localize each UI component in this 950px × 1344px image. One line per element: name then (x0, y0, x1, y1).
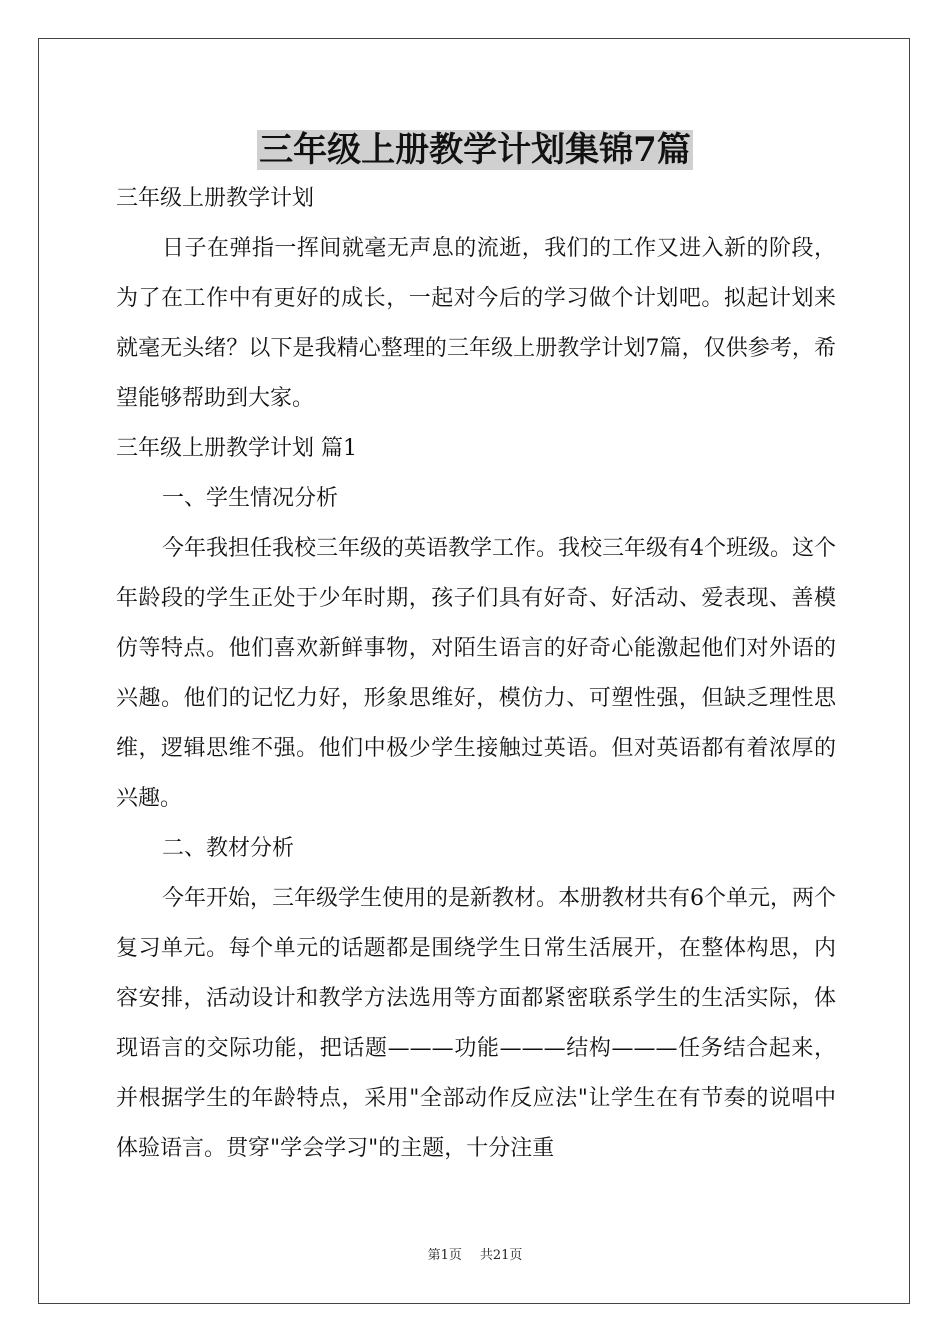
subheading-student-analysis: 一、学生情况分析 (162, 486, 339, 511)
page-number-current: 第1页 (427, 1248, 462, 1263)
student-analysis-paragraph: 今年我担任我校三年级的英语教学工作。我校三年级有4个班级。这个年龄段的学生正处于少年时期，孩子们具有好奇、好活动、爱表现、善模仿等特点。他们喜欢新鲜事物，对陌生语言的好奇心能激起他们对外语的兴趣。他们的记忆力好，形象思维好，模仿力、可塑性强，但缺乏理性思维，逻辑思维不强。他们中极少学生接触过英语。但对英语都有着浓厚的兴趣。 (116, 536, 836, 811)
textbook-analysis-paragraph: 今年开始，三年级学生使用的是新教材。本册教材共有6个单元，两个复习单元。每个单元的话题都是围绕学生日常生活展开，在整体构思，内容安排，活动设计和教学方法选用等方面都紧密联系学生的生活实际，体现语言的交际功能，把话题———功能———结构———任务结合起来，并根据学生的年龄特点，采用"全部动作反应法"让学生在有节奏的说唱中体验语言。贯穿"学会学习"的主题，十分注重 (116, 886, 836, 1161)
subheading-textbook-analysis: 二、教材分析 (162, 836, 295, 861)
intro-paragraph: 日子在弹指一挥间就毫无声息的流逝，我们的工作又进入新的阶段，为了在工作中有更好的成长，一起对今后的学习做个计划吧。拟起计划来就毫无头绪？以下是我精心整理的三年级上册教学计划7篇，仅供参考，希望能够帮助到大家。 (116, 236, 836, 411)
document-title-text: 三年级上册教学计划集锦7篇 (259, 130, 691, 170)
chapter-heading: 三年级上册教学计划 篇1 (116, 436, 357, 461)
page-footer (0, 1248, 950, 1264)
document-body (116, 174, 836, 1174)
document-title (0, 128, 950, 172)
section-heading: 三年级上册教学计划 (116, 186, 315, 211)
page-number-total: 共21页 (479, 1248, 523, 1263)
